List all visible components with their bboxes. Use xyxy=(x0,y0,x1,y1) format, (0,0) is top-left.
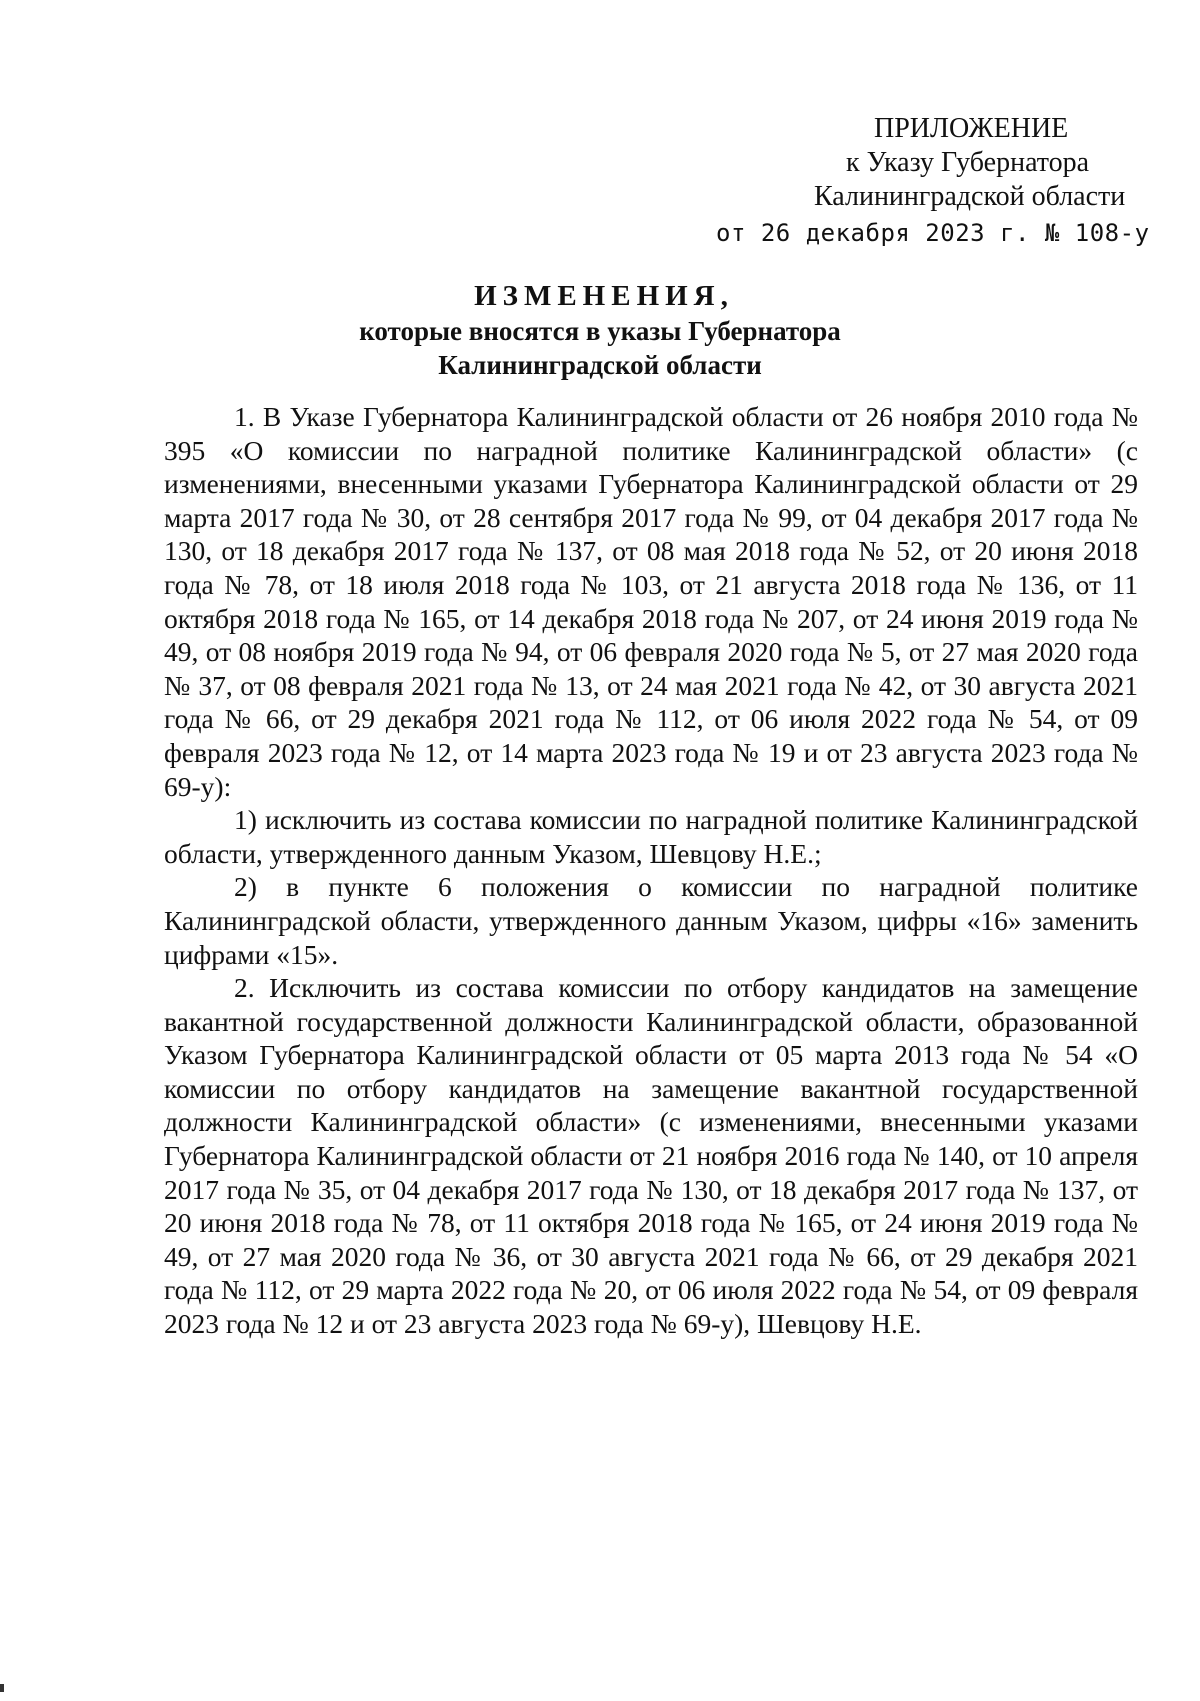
paragraph-1: 1. В Указе Губернатора Калининградской области от 26 ноября 2010 года № 395 «О комиссии по наградной политике Калининградской области» (с изменениями, внесенными указами Губернатора Калининградской области от 29 марта 2017 года № 30, от 28 сентября 2017 года № 99, от 04 декабря 2017 года № 130, от 18 декабря 2017 года № 137, от 08 мая 2018 года № 52, от 20 июня 2018 года № 78, от 18 июля 2018 года № 103, от 21 августа 2018 года № 136, от 11 октября 2018 года № 165, от 14 декабря 2018 года № 207, от 24 июня 2019 года № 49, от 08 ноября 2019 года № 94, от 06 февраля 2020 года № 5, от 27 мая 2020 года № 37, от 08 февраля 2021 года № 13, от 24 мая 2021 года № 42, от 30 августа 2021 года № 66, от 29 декабря 2021 года № 112, от 06 июля 2022 года № 54, от 09 февраля 2023 года № 12, от 14 марта 2023 года № 19 и от 23 августа 2023 года № 69-у): xyxy=(164,401,1138,802)
appendix-decree-reference: к Указу Губернатора xyxy=(846,147,1090,178)
appendix-label: ПРИЛОЖЕНИЕ xyxy=(874,113,1069,144)
paragraph-2: 2. Исключить из состава комиссии по отбору кандидатов на замещение вакантной государственной должности Калининградской области, образованной Указом Губернатора Калининградской области от 05 марта 2013 года № 54 «О комиссии по отбору кандидатов на замещение вакантной государственной должности Калининградской области» (с изменениями, внесенными указами Губернатора Калининградской области от 21 ноября 2016 года № 140, от 10 апреля 2017 года № 35, от 04 декабря 2017 года № 130, от 18 декабря 2017 года № 137, от 20 июня 2018 года № 78, от 11 октября 2018 года № 165, от 24 июня 2019 года № 49, от 27 мая 2020 года № 36, от 30 августа 2021 года № 66, от 29 декабря 2021 года № 112, от 29 марта 2022 года № 20, от 06 июля 2022 года № 54, от 09 февраля 2023 года № 12 и от 23 августа 2023 года № 69-у), Шевцову Н.Е. xyxy=(164,972,1138,1340)
document-body xyxy=(164,400,1138,1341)
scan-artifact xyxy=(0,1684,4,1692)
document-title: ИЗМЕНЕНИЯ, xyxy=(474,280,734,312)
document-heading xyxy=(0,278,1200,382)
paragraph-1-item-1: 1) исключить из состава комиссии по наградной политике Калининградской области, утвержденного данным Указом, Шевцову Н.Е.; xyxy=(164,804,1138,869)
paragraph-1-item-2: 2) в пункте 6 положения о комиссии по наградной политике Калининградской области, утвержденного данным Указом, цифры «16» заменить цифрами «15». xyxy=(164,871,1138,970)
document-subtitle-line-1: которые вносятся в указы Губернатора xyxy=(359,316,841,346)
document-subtitle-line-2: Калининградской области xyxy=(438,350,762,380)
appendix-region: Калининградской области xyxy=(814,181,1126,212)
appendix-date-number: от 26 декабря 2023 г. № 108-у xyxy=(716,219,1150,247)
